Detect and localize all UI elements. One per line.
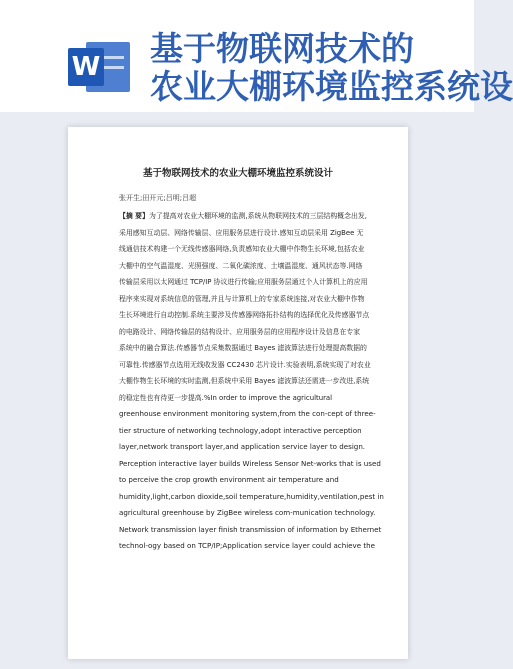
abstract-line: 的稳定性也有待更一步提高.%In order to improve the agricultural (119, 393, 333, 402)
abstract-line: humidity,light,carbon dioxide,soil temperature,humidity,ventilation,pest in (119, 491, 384, 501)
abstract-line: 程序来实现对系统信息的管理,并且与计算机上的专家系统连接,对农业大棚中作物 (119, 294, 365, 303)
abstract-line: 系统中的融合算法.传感器节点采集数据通过 Bayes 滤波算法进行处理提高数据的 (119, 344, 367, 352)
abstract-line: greenhouse environment monitoring system,from the con-cept of three- (119, 409, 376, 418)
abstract-line: 可靠性.传感器节点选用无线收发器 CC2430 芯片设计.实验表明,系统实现了对农业 (119, 360, 371, 369)
abstract-line: 大棚作物生长环境的实时监测,但系统中采用 Bayes 滤波算法还需进一步改进,系统 (119, 377, 370, 385)
word-document-icon (68, 42, 130, 92)
abstract-line: 采用感知互动层、网络传输层、应用服务层进行设计.感知互动层采用 ZigBee 无 (119, 228, 364, 237)
abstract-line: to perceive the crop growth environment air temperature and (119, 475, 339, 484)
abstract-line: 【摘 要】为了提高对农业大棚环境的监测,系统从物联网技术的三层结构概念出发, (119, 212, 367, 220)
abstract-line: 大棚中的空气温湿度、光照强度、二氧化碳浓度、土壤温湿度、通风状态等.网络 (119, 261, 363, 270)
abstract-line: 的电路设计、网络传输层的结构设计、应用服务层的应用程序设计及信息在专家 (119, 327, 361, 336)
banner-title-line-2: 农业大棚环境监控系统设 (150, 67, 513, 106)
banner (0, 0, 513, 112)
banner-title (150, 29, 513, 106)
document-title: 基于物联网技术的农业大棚环境监控系统设计 (142, 168, 333, 179)
banner-title-line-1: 基于物联网技术的 (150, 29, 414, 68)
abstract-line: tier structure of networking technology,adopt interactive perception (119, 425, 362, 435)
abstract-line: agricultural greenhouse by ZigBee wireless com-munication technology. (119, 508, 376, 517)
abstract-body (119, 208, 384, 555)
abstract-line: 生长环境进行自动控制.系统主要涉及传感器网络拓扑结构的选择优化及传感器节点 (119, 311, 370, 319)
abstract-line: layer,network transport layer,and application service layer to design. (119, 442, 366, 451)
abstract-line: 线通信技术构建一个无线传感器网络,负责感知农业大棚中作物生长环境,包括农业 (119, 245, 365, 253)
abstract-label: 【摘 要】 (119, 212, 149, 220)
word-logo-letter: W (68, 48, 104, 86)
document-page (68, 127, 408, 659)
abstract-line: Network transmission layer finish transmission of information by Ethernet (119, 524, 382, 534)
abstract-line: Perception interactive layer builds Wireless Sensor Net-works that is used (119, 458, 381, 468)
abstract-line: technol-ogy based on TCP/IP;Application service layer could achieve the (119, 541, 376, 550)
abstract-line: 传输层采用以太网通过 TCP/IP 协议进行传输;应用服务层通过个人计算机上的应用 (119, 278, 368, 286)
document-authors: 张开生;田开元;吕明;吕超 (119, 194, 197, 202)
